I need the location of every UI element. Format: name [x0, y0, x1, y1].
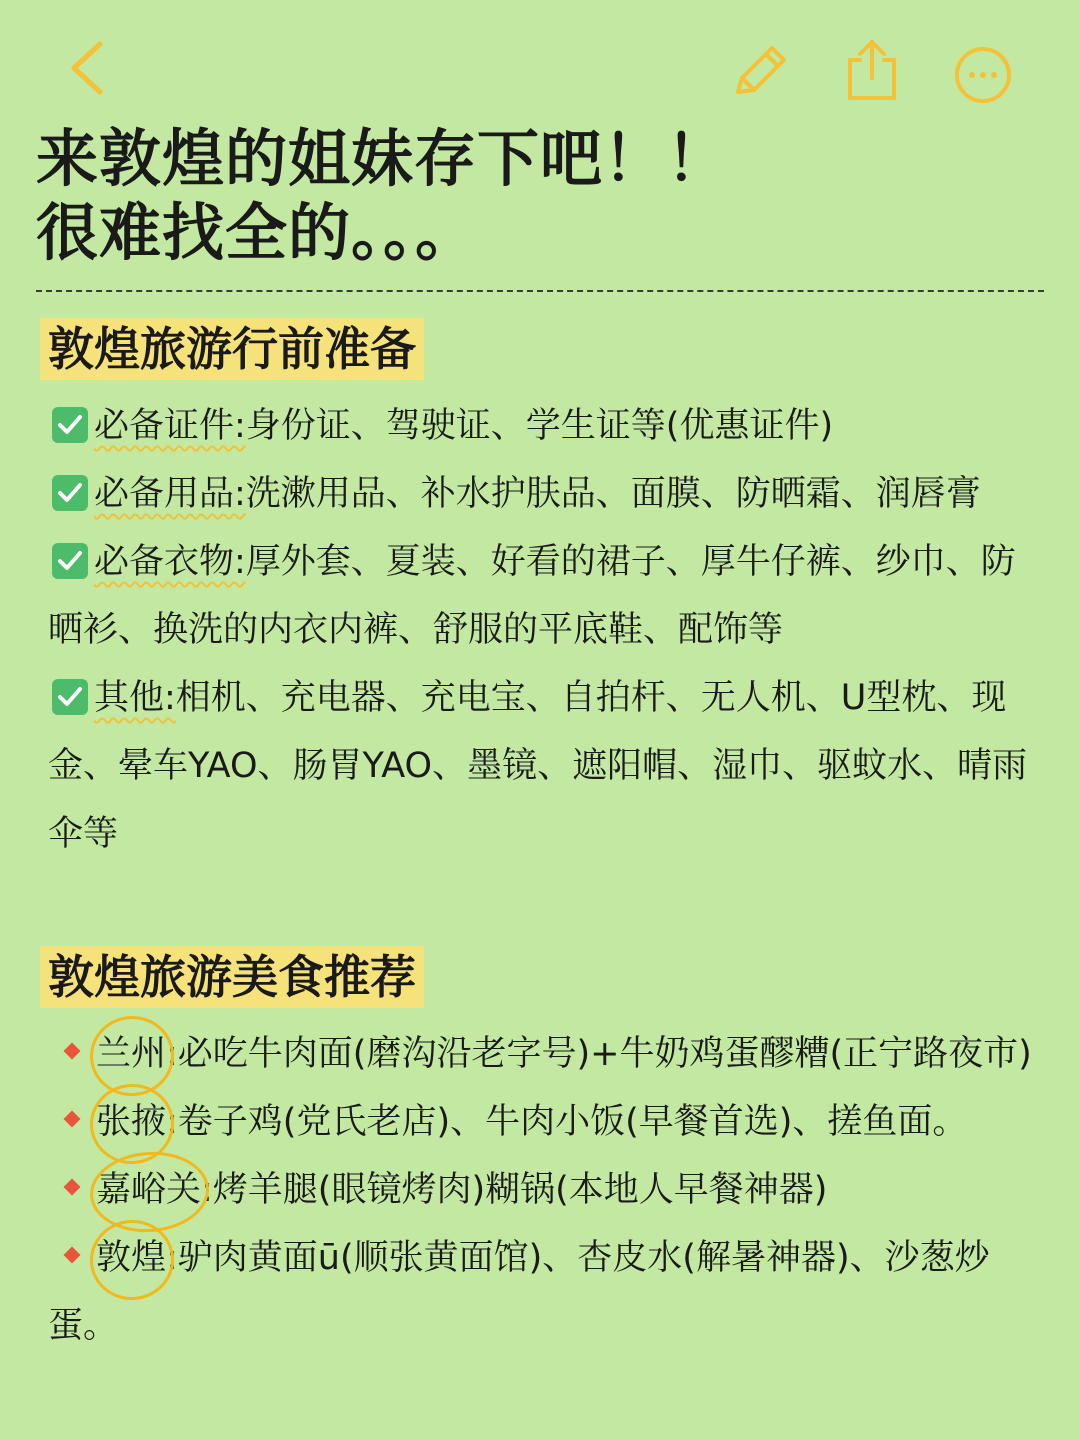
item-key: 必备证件: — [94, 406, 246, 446]
divider — [36, 290, 1044, 292]
place-name: 敦煌 — [96, 1224, 166, 1292]
more-icon[interactable] — [952, 44, 1014, 106]
chevron-left-icon[interactable] — [62, 38, 112, 98]
place-name: 兰州 — [96, 1020, 166, 1088]
list-item — [48, 1224, 1038, 1360]
top-toolbar — [0, 0, 1080, 130]
list-item — [48, 392, 1038, 460]
list-item — [48, 1156, 1038, 1224]
checkbox-checked-icon — [52, 543, 88, 579]
pencil-icon[interactable] — [728, 40, 790, 102]
item-text: :必吃牛肉面(磨沟沿老字号)+牛奶鸡蛋醪糟(正宁路夜市) — [166, 1034, 1032, 1074]
item-text: 身份证、驾驶证、学生证等(优惠证件) — [245, 406, 834, 446]
item-text: :驴肉黄面ū(顺张黄面馆)、杏皮水(解暑神器)、沙葱炒蛋。 — [48, 1238, 990, 1346]
list-item — [48, 664, 1038, 868]
item-text: 洗漱用品、补水护肤品、面膜、防晒霜、润唇膏 — [245, 474, 981, 514]
place-name: 张掖 — [96, 1088, 166, 1156]
title-line-2: 很难找全的。。。 — [36, 196, 479, 269]
item-text: :卷子鸡(党氏老店)、牛肉小饭(早餐首选)、搓鱼面。 — [166, 1102, 968, 1142]
prep-list — [48, 392, 1038, 868]
list-item — [48, 460, 1038, 528]
checkbox-checked-icon — [52, 475, 88, 511]
checkbox-checked-icon — [52, 679, 88, 715]
diamond-bullet-icon — [64, 1179, 81, 1196]
item-text: 相机、充电器、充电宝、自拍杆、无人机、U型枕、现金、晕车YAO、肠胃YAO、墨镜、遮阳帽、湿巾、驱蚊水、晴雨伞等 — [48, 678, 1028, 854]
list-item — [48, 528, 1038, 664]
place-name: 嘉峪关 — [96, 1156, 201, 1224]
item-text: 厚外套、夏装、好看的裙子、厚牛仔裤、纱巾、防晒衫、换洗的内衣内裤、舒服的平底鞋、配饰等 — [48, 542, 1016, 650]
share-icon[interactable] — [842, 36, 902, 102]
section-heading-prep: 敦煌旅游行前准备 — [40, 318, 424, 380]
diamond-bullet-icon — [64, 1247, 81, 1264]
item-key: 其他: — [94, 678, 176, 718]
list-item — [48, 1020, 1038, 1088]
item-key: 必备衣物: — [94, 542, 246, 582]
item-text: :烤羊腿(眼镜烤肉)糊锅(本地人早餐神器) — [201, 1170, 828, 1210]
checkbox-checked-icon — [52, 407, 88, 443]
item-key: 必备用品: — [94, 474, 246, 514]
food-list — [48, 1020, 1038, 1360]
page-title — [36, 122, 729, 270]
diamond-bullet-icon — [64, 1043, 81, 1060]
list-item — [48, 1088, 1038, 1156]
section-heading-food: 敦煌旅游美食推荐 — [40, 946, 424, 1008]
title-line-1: 来敦煌的姐妹存下吧！！ — [36, 122, 730, 195]
diamond-bullet-icon — [64, 1111, 81, 1128]
